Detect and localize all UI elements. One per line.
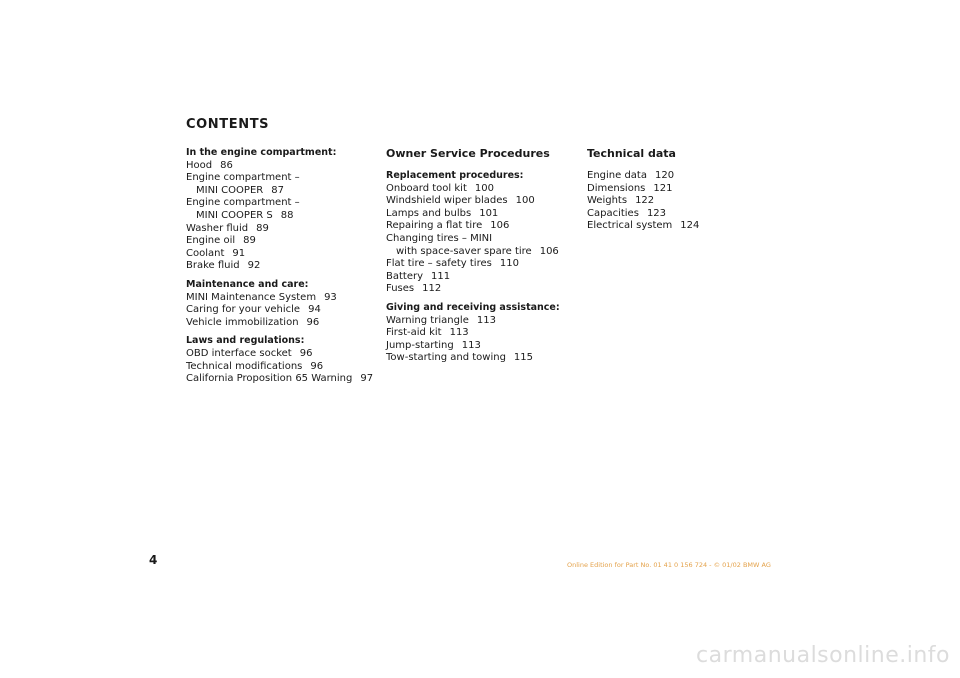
toc-entry[interactable] xyxy=(386,220,576,233)
toc-entry-label: Repairing a flat tire xyxy=(386,220,483,232)
toc-entry-label: Brake fluid xyxy=(186,260,240,272)
toc-entry-label: Weights xyxy=(587,195,628,207)
toc-entry-label: Warning triangle xyxy=(386,314,469,326)
page-number: 4 xyxy=(149,553,158,567)
toc-entry-label: Fuses xyxy=(386,283,415,295)
toc-entry-label: MINI Maintenance System xyxy=(186,291,317,303)
toc-entry[interactable] xyxy=(186,223,376,236)
toc-entry-label: California Proposition 65 Warning xyxy=(186,373,353,385)
toc-entry[interactable] xyxy=(186,348,376,361)
toc-group xyxy=(386,302,576,365)
toc-entry-label: Caring for your vehicle xyxy=(186,304,301,316)
toc-entry[interactable] xyxy=(386,352,576,365)
toc-entry-page: 96 xyxy=(299,347,313,359)
toc-entry-page: 92 xyxy=(247,260,261,272)
toc-entry-page: 110 xyxy=(499,258,519,270)
toc-entry[interactable] xyxy=(587,220,777,233)
toc-entry-label: Windshield wiper blades xyxy=(386,195,508,207)
toc-entry-label: Dimensions xyxy=(587,182,646,194)
edition-note: Online Edition for Part No. 01 41 0 156 724 - © 01/02 BMW AG xyxy=(567,561,771,569)
toc-entry[interactable] xyxy=(587,195,777,208)
toc-entry-label: Engine compartment – xyxy=(186,172,300,184)
toc-entry-page: 89 xyxy=(243,235,256,247)
toc-column-technical-data xyxy=(587,147,777,239)
toc-column-engine xyxy=(186,147,376,392)
toc-entry[interactable] xyxy=(186,373,376,386)
toc-entry-page: 121 xyxy=(653,182,673,194)
toc-entry[interactable] xyxy=(186,172,376,185)
toc-entry-page: 111 xyxy=(431,270,451,282)
toc-entry-page: 91 xyxy=(232,247,246,259)
toc-entry-page: 124 xyxy=(680,220,700,232)
toc-entry-page: 96 xyxy=(306,316,320,328)
toc-entry-page: 87 xyxy=(271,184,284,196)
toc-entry-page: 93 xyxy=(324,291,337,303)
watermark: carmanualsonline.info xyxy=(696,643,950,668)
toc-entry-page: 86 xyxy=(220,159,233,171)
toc-entry[interactable] xyxy=(386,327,576,340)
toc-entry-page: 113 xyxy=(461,339,481,351)
group-heading: Replacement procedures: xyxy=(386,170,524,181)
toc-entry-page: 113 xyxy=(449,327,469,339)
toc-column-owner-service xyxy=(386,147,576,371)
group-heading: Giving and receiving assistance: xyxy=(386,301,560,313)
section-heading: Owner Service Procedures xyxy=(386,147,550,160)
toc-entry-page: 100 xyxy=(474,182,494,194)
toc-entry-label: Engine oil xyxy=(186,235,236,247)
toc-entry[interactable] xyxy=(186,292,376,305)
toc-entry-label: First-aid kit xyxy=(386,327,442,339)
toc-entry[interactable] xyxy=(386,271,576,284)
toc-entry-label: Capacities xyxy=(587,207,639,219)
toc-entry-page: 123 xyxy=(646,207,667,219)
toc-entry-label: Coolant xyxy=(186,247,225,259)
page-title: CONTENTS xyxy=(186,117,270,132)
toc-entry[interactable] xyxy=(186,185,376,198)
toc-entry[interactable] xyxy=(386,183,576,196)
group-heading: In the engine compartment: xyxy=(186,147,337,158)
toc-group xyxy=(587,170,777,233)
toc-entry-label: Flat tire – safety tires xyxy=(386,258,492,270)
toc-entry-page: 100 xyxy=(515,195,535,207)
toc-entry[interactable] xyxy=(186,260,376,273)
toc-entry-label: with space-saver spare tire xyxy=(396,245,532,257)
toc-entry[interactable] xyxy=(587,183,777,196)
toc-entry-label: Tow-starting and towing xyxy=(386,352,506,364)
section-heading: Technical data xyxy=(587,147,676,160)
toc-entry-label: Electrical system xyxy=(587,220,673,232)
toc-entry[interactable] xyxy=(587,208,777,221)
toc-entry-page: 115 xyxy=(513,352,534,364)
toc-entry[interactable] xyxy=(386,195,576,208)
toc-entry[interactable] xyxy=(186,197,376,210)
toc-entry-label: MINI COOPER xyxy=(196,184,264,196)
toc-entry-label: Jump-starting xyxy=(386,339,454,351)
toc-entry-page: 96 xyxy=(310,360,324,372)
toc-entry-label: Onboard tool kit xyxy=(386,182,467,194)
toc-entry[interactable] xyxy=(386,208,576,221)
toc-entry-label: MINI COOPER S xyxy=(196,209,273,221)
toc-entry-label: Changing tires – MINI xyxy=(386,232,493,244)
toc-entry-label: Battery xyxy=(386,270,424,282)
toc-entry[interactable] xyxy=(386,340,576,353)
toc-entry-label: Lamps and bulbs xyxy=(386,207,472,219)
toc-entry-page: 122 xyxy=(635,195,655,207)
toc-entry[interactable] xyxy=(386,283,576,296)
toc-entry-label: Engine data xyxy=(587,170,647,181)
toc-entry[interactable] xyxy=(587,170,777,183)
toc-entry-page: 106 xyxy=(490,220,510,232)
group-heading: Laws and regulations: xyxy=(186,335,305,347)
toc-entry-page: 106 xyxy=(539,245,559,257)
toc-entry[interactable] xyxy=(386,233,576,246)
toc-entry[interactable] xyxy=(386,315,576,328)
toc-entry-page: 88 xyxy=(280,209,294,221)
toc-entry-page: 89 xyxy=(256,222,269,234)
toc-entry-label: Engine compartment – xyxy=(186,197,300,209)
toc-entry-page: 112 xyxy=(422,283,442,295)
toc-entry[interactable] xyxy=(386,246,576,259)
toc-entry-page: 120 xyxy=(654,170,675,181)
toc-group xyxy=(186,147,376,273)
toc-group xyxy=(386,170,576,296)
toc-entry[interactable] xyxy=(186,160,376,173)
toc-entry-page: 113 xyxy=(476,314,496,326)
toc-entry[interactable] xyxy=(186,317,376,330)
toc-group xyxy=(186,335,376,385)
toc-entry-page: 94 xyxy=(308,304,321,316)
toc-entry-page: 101 xyxy=(479,207,499,219)
toc-entry-page: 97 xyxy=(360,373,374,385)
toc-entry-label: Hood xyxy=(186,159,213,171)
toc-entry[interactable] xyxy=(186,304,376,317)
toc-entry[interactable] xyxy=(386,258,576,271)
toc-entry-label: Technical modifications xyxy=(186,360,303,372)
toc-entry[interactable] xyxy=(186,248,376,261)
toc-entry[interactable] xyxy=(186,210,376,223)
toc-group xyxy=(186,279,376,329)
toc-entry[interactable] xyxy=(186,361,376,374)
group-heading: Maintenance and care: xyxy=(186,278,309,290)
toc-entry-label: OBD interface socket xyxy=(186,347,292,359)
toc-entry-label: Vehicle immobilization xyxy=(186,316,299,328)
toc-entry[interactable] xyxy=(186,235,376,248)
toc-entry-label: Washer fluid xyxy=(186,222,249,234)
